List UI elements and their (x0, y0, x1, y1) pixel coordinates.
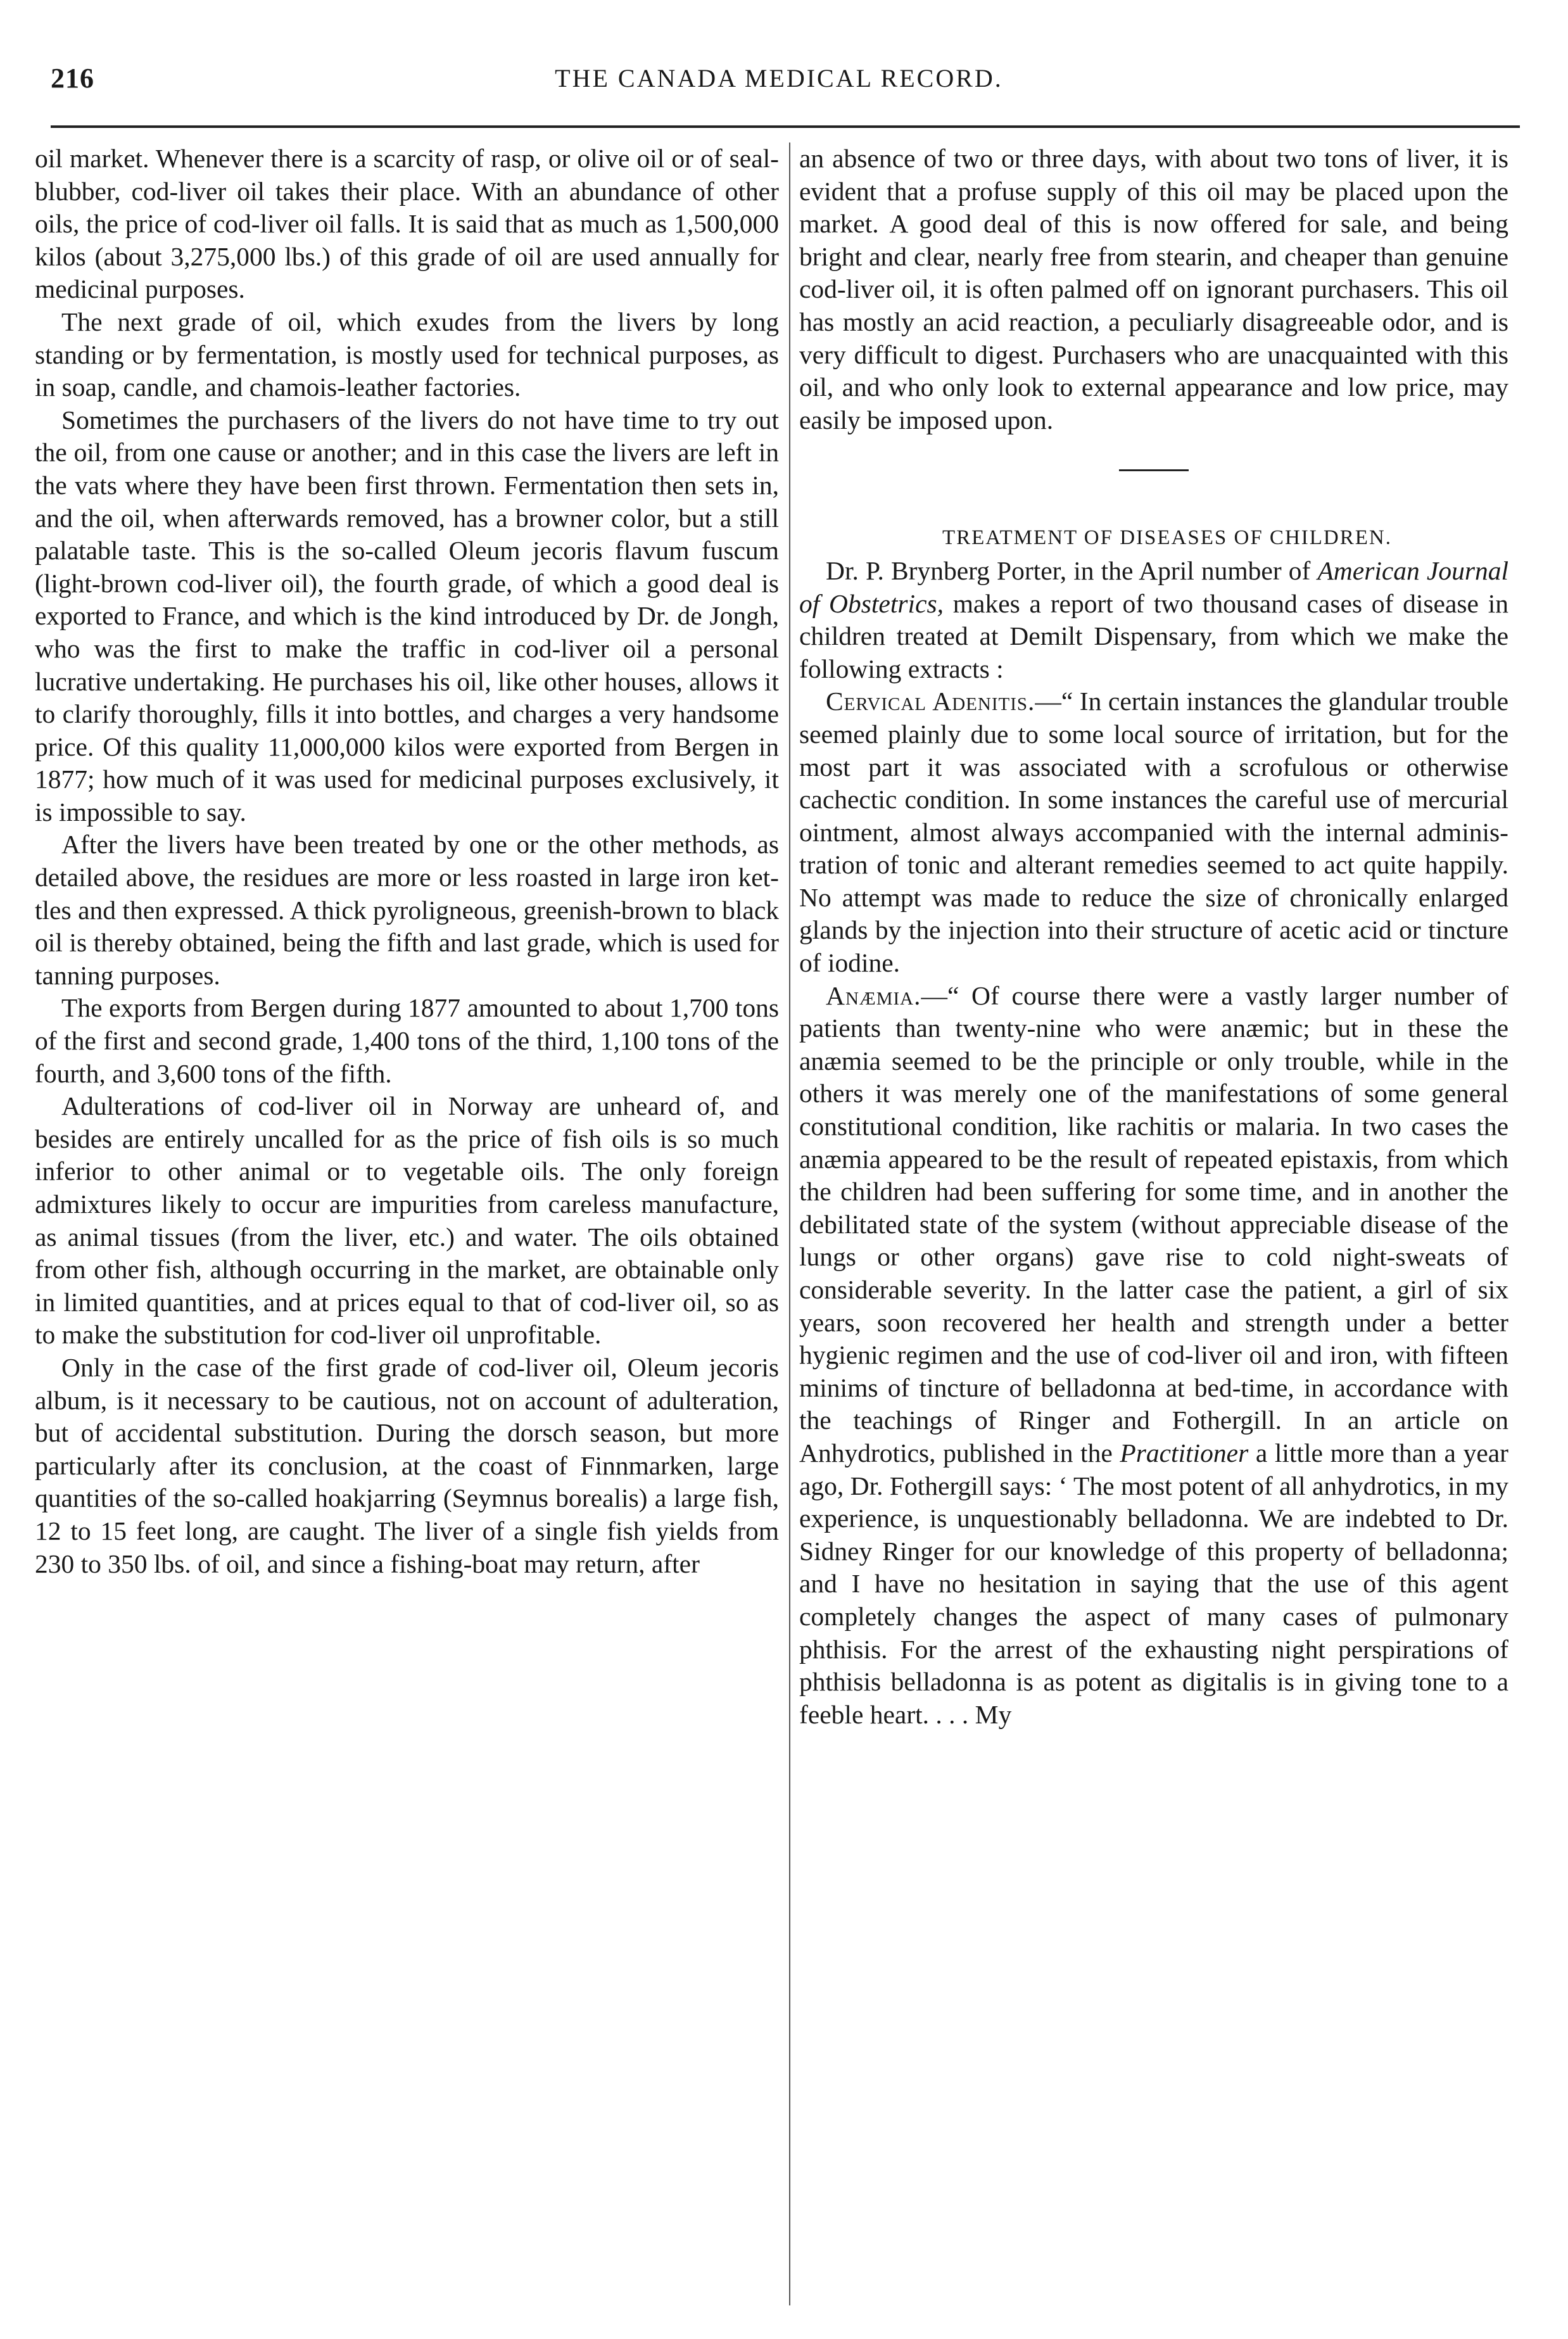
anaemia-text-after: a little more than a year ago, Dr. Fothergill says: ‘ The most potent of all anhydrotics, in my experience, is unquestionably belladonna. We are indebted to Dr. Sidney Ringer for our knowledge of this property of belladonna; and I have no hesitation in saying that the use of this agent completely changes the aspect of many cases of pulmonary phthisis. For the arrest of the exhausting night perspirations of phthisis belladonna is as potent as digitalis is in giving tone to a feeble heart. . . . My (799, 1438, 1508, 1729)
paragraph-fifth-grade: After the livers have been treated by one or the other methods, as detailed above, the residues are more or less roasted in large iron kettles and then expressed. A thick pyroligneous, greenish-brown to black oil is thereby obtained, being the fifth and last grade, which is used for tanning purposes. (35, 830, 779, 990)
intro-text-after: makes a report of two thousand cases of disease in children treated at Demilt Dispensary, from which we make the following extracts : (799, 588, 1508, 683)
journal-title: American Journal of Obstetrics, (799, 555, 1508, 618)
page-number: 216 (51, 63, 94, 94)
cervical-adenitis-text: —“ In certain instances the glandular trouble seemed plainly due to some local source of irritation, but for the most part it was associated with a scrofulous or otherwise cachectic condition. In some instances the careful use of mercurial ointment, almost always accompanied with the internal administration of tonic and alterant remedies seemed to act quite happily. No attempt was made to reduce the size of chronically enlarged glands by the injection into their structure of acetic acid or tincture of iodine. (799, 687, 1508, 978)
right-column (799, 143, 1508, 2309)
section-separator-rule (1119, 469, 1189, 471)
paragraph-oil-market: oil market. Whenever there is a scarcity of rasp, or olive oil or of seal-blubber, cod-liver oil takes their place. With an abundance of other oils, the price of cod-liver oil falls. It is said that as much as 1,500,000 kilos (about 3,275,000 lbs.) of this grade of oil are used annually for medicinal purposes. (35, 144, 779, 304)
practitioner-title: Practitioner (1120, 1438, 1249, 1467)
paragraph-cervical-adenitis (799, 685, 1508, 979)
running-head: THE CANADA MEDICAL RECORD. (555, 64, 1003, 92)
paragraph-exports: The exports from Bergen during 1877 amounted to about 1,700 tons of the first and second grade, 1,400 tons of the third, 1,100 tons of the fourth, and 3,600 tons of the fifth. (35, 993, 779, 1088)
paragraph-fourth-grade: Sometimes the purchasers of the livers do not have time to try out the oil, from one cause or another; and in this case the livers are left in the vats where they have been first thrown. Fermentation then sets in, and the oil, when afterwards removed, has a browner color, but a still palatable taste. This is the so-called Oleum jecoris flavum fuscum (light-brown cod-liver oil), the fourth grade, of which a good deal is exported to France, and which is the kind introduced by Dr. de Jongh, who was the first to make the traffic in cod-liver oil a personal lucrative undertaking. He purchases his oil, like other houses, allows it to clarify thoroughly, fills it into bottles, and charges a very handsome price. Of this quality 11,000,000 kilos were exported from Bergen in 1877; how much of it was used for medicinal purposes exclusively, it is impossible to say. (35, 405, 779, 827)
paragraph-adulterations: Adulterations of cod-liver oil in Norway are unheard of, and besides are entirely uncalled for as the price of fish oils is so much inferior to other animal or to vegetable oils. The only foreign admixtures likely to occur are impurities from careless manufacture, as animal tissues (from the liver, etc.) and water. The oils obtained from other fish, although occurring in the market, are obtainable only in limited quantities, and at prices equal to that of cod-liver oil, so as to make the substitution for cod-liver oil unprofitable. (35, 1091, 779, 1350)
paragraph-next-grade: The next grade of oil, which exudes from the livers by long standing or by fermentation, is mostly used for technical purposes, as in soap, candle, and chamois-leather factories. (35, 307, 779, 402)
page-header (51, 58, 1507, 103)
paragraph-first-grade-caution: Only in the case of the first grade of cod-liver oil, Oleum jecoris album, is it necessary to be cautious, not on account of adulteration, but of accidental substitution. During the dorsch season, but more particularly after its conclusion, at the coast of Finnmarken, large quantities of the so-called hoakjarring (Seymnus borealis) a large fish, 12 to 15 feet long, are caught. The liver of a single fish yields from 230 to 350 lbs. of oil, and since a fishing-boat may return, after (35, 1352, 779, 1578)
anaemia-text-before: —“ Of course there were a vastly larger number of patients than twenty-nine who were anæmic; but in these the anæmia seemed to be the principle or only trouble, while in the others it was merely one of the manifestations of some general constitutional condition, like rachitis or malaria. In two cases the anæmia appeared to be the result of repeated epistaxis, from which the children had been suffering for some time, and in another the debilitated state of the system (without appreciable disease of the lungs or other organs) gave rise to cold night-sweats of considerable severity. In the latter case the patient, a girl of six years, soon recovered her health and strength under a better hygienic regimen and the use of cod-liver oil and iron, with fifteen minims of tincture of belladonna at bed-time, in accordance with the teachings of Ringer and Fothergill. In an article on Anhydrotics, published in the (799, 980, 1508, 1467)
column-divider (789, 143, 790, 2305)
paragraph-continuation: an absence of two or three days, with about two tons of liver, it is evident that a profuse supply of this oil may be placed upon the market. A good deal of this is now offered for sale, and being bright and clear, nearly free from stearin, and cheaper than genuine cod-liver oil, it is often palmed off on ignorant purchasers. This oil has mostly an acid reaction, a peculiarly disagreeable odor, and is very difficult to digest. Purchasers who are unacquainted with this oil, and who only look to external appearance and low price, may easily be imposed upon. (799, 144, 1508, 434)
paragraph-anaemia (799, 980, 1508, 1732)
header-rule (51, 125, 1520, 128)
cervical-adenitis-heading: Cervical Adenitis. (826, 687, 1035, 716)
anaemia-heading: Anæmia. (826, 980, 921, 1010)
section-heading: TREATMENT OF DISEASES OF CHILDREN. (942, 526, 1393, 550)
paragraph-intro (799, 555, 1508, 685)
intro-text-before: Dr. P. Brynberg Porter, in the April number of (826, 555, 1318, 585)
left-column (35, 143, 779, 2309)
